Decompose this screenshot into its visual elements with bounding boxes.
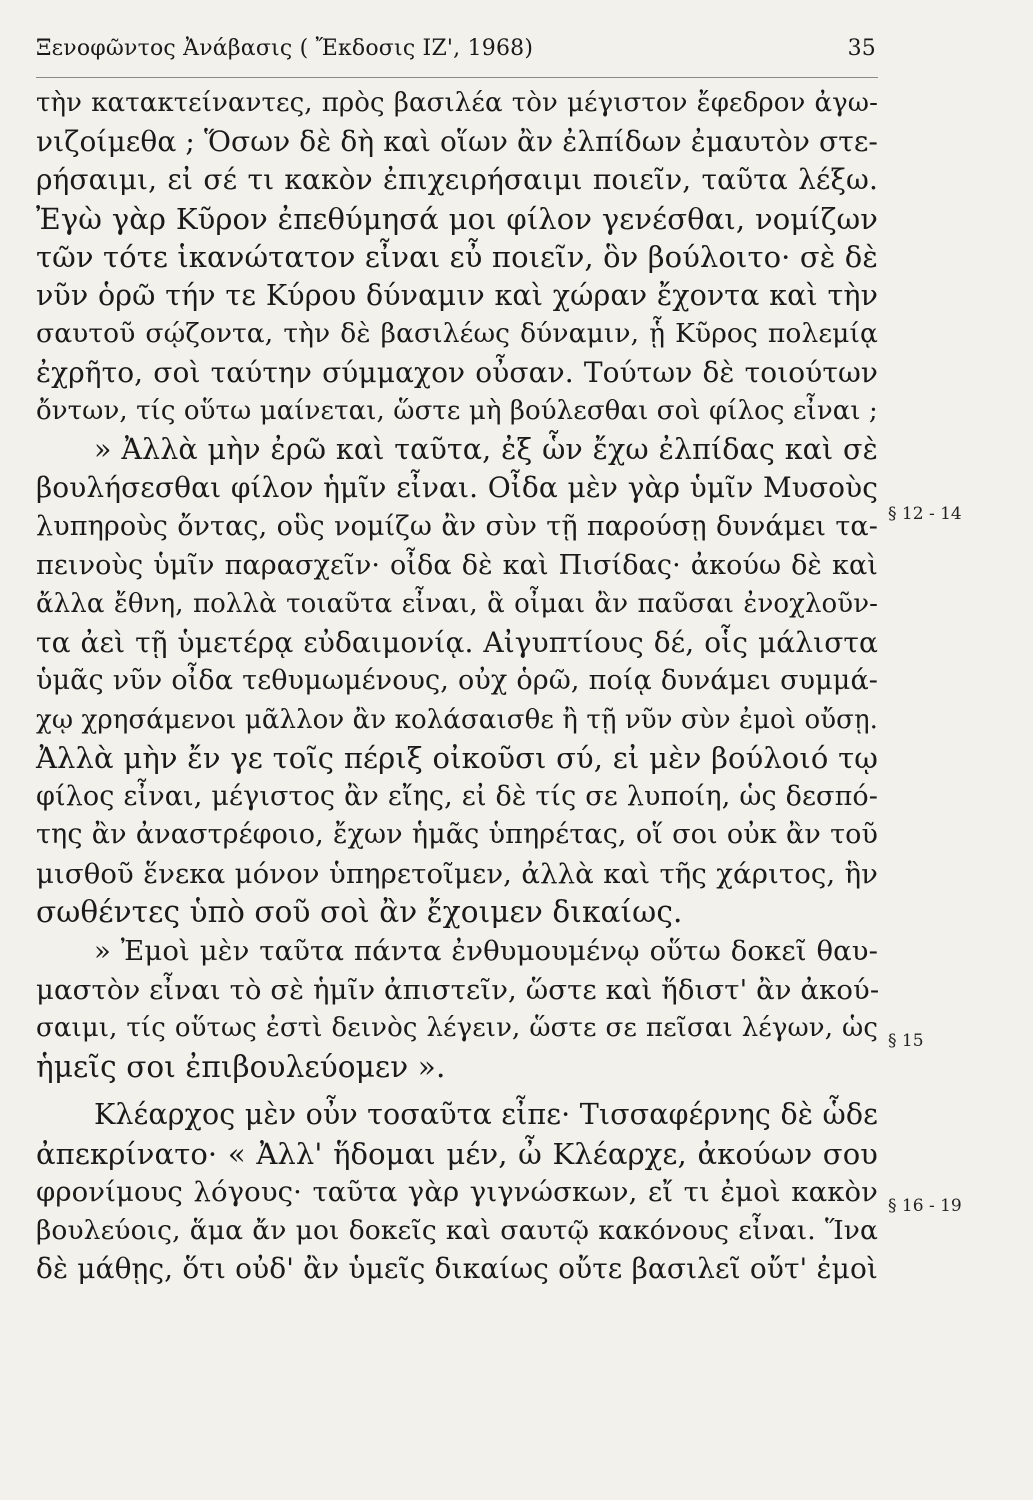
text-line: πεινοὺς ὑμῖν παρασχεῖν· οἶδα δὲ καὶ Πισίδας· ἀκούω δὲ καὶ (36, 549, 878, 581)
text-line: Ἐγὼ γὰρ Κῦρον ἐπεθύμησά μοι φίλον γενέσθαι, νομίζων (36, 201, 878, 236)
text-line: σαιμι, τίς οὕτως ἐστὶ δεινὸς λέγειν, ὥστε σε πεῖσαι λέγων, ὡς (36, 1013, 878, 1044)
text-line: ἀπεκρίνατο· « Ἀλλ' ἥδομαι μέν, ὦ Κλέαρχε, ἀκούων σου (36, 1136, 878, 1171)
text-line: τα ἀεὶ τῇ ὑμετέρᾳ εὐδαιμονίᾳ. Αἰγυπτίους δέ, οἷς μάλιστα (36, 625, 878, 659)
text-line: ὄντων, τίς οὕτω μαίνεται, ὥστε μὴ βούλεσθαι σοὶ φίλος εἶναι ; (36, 396, 878, 427)
margin-note-section: § 16 - 19 (888, 1196, 962, 1216)
text-line: σωθέντες ὑπὸ σοῦ σοὶ ἂν ἔχοιμεν δικαίως. (36, 895, 683, 930)
text-line: χῳ χρησάμενοι μᾶλλον ἂν κολάσαισθε ἢ τῇ νῦν σὺν ἐμοὶ οὔσῃ. (36, 704, 878, 735)
text-line: ὑμᾶς νῦν οἶδα τεθυμωμένους, οὐχ ὁρῶ, ποίᾳ δυνάμει συμμά- (36, 665, 878, 697)
text-line: τῶν τότε ἱκανώτατον εἶναι εὖ ποιεῖν, ὃν βούλοιτο· σὲ δὲ (36, 240, 878, 275)
header-rule (36, 77, 878, 78)
text-line: » Ἀλλὰ μὴν ἐρῶ καὶ ταῦτα, ἐξ ὧν ἔχω ἐλπίδας καὶ σὲ (94, 432, 878, 466)
text-line: φρονίμους λόγους· ταῦτα γὰρ γιγνώσκων, εἴ τι ἐμοὶ κακὸν (36, 1176, 878, 1209)
text-line: νιζοίμεθα ; Ὅσων δὲ δὴ καὶ οἵων ἂν ἐλπίδων ἐμαυτὸν στε- (36, 124, 878, 158)
text-line: βουλεύοις, ἅμα ἄν μοι δοκεῖς καὶ σαυτῷ κακόνους εἶναι. Ἵνα (36, 1214, 878, 1246)
text-line: νῦν ὁρῶ τήν τε Κύρου δύναμιν καὶ χώραν ἔχοντα καὶ τὴν (36, 278, 878, 312)
text-line: της ἂν ἀναστρέφοιο, ἔχων ἡμᾶς ὑπηρέτας, οἵ σοι οὐκ ἂν τοῦ (36, 819, 878, 851)
text-line: σαυτοῦ σῴζοντα, τὴν δὲ βασιλέως δύναμιν, ᾗ Κῦρος πολεμίᾳ (36, 318, 878, 350)
text-line: μαστὸν εἶναι τὸ σὲ ἡμῖν ἀπιστεῖν, ὥστε καὶ ἥδιστ' ἂν ἀκού- (36, 973, 880, 1006)
text-line: ἐχρῆτο, σοὶ ταύτην σύμμαχον οὖσαν. Τούτων δὲ τοιούτων (36, 355, 878, 389)
text-line: βουλήσεσθαι φίλον ἡμῖν εἶναι. Οἶδα μὲν γὰρ ὑμῖν Μυσοὺς (36, 471, 878, 505)
text-line: μισθοῦ ἕνεκα μόνον ὑπηρετοῖμεν, ἀλλὰ καὶ τῆς χάριτος, ἣν (36, 857, 878, 890)
text-line: λυπηροὺς ὄντας, οὓς νομίζω ἂν σὺν τῇ παρούσῃ δυνάμει τα- (36, 511, 878, 543)
text-line: Ἀλλὰ μὴν ἔν γε τοῖς πέριξ οἰκοῦσι σύ, εἰ μὲν βούλοιό τῳ (36, 741, 878, 776)
text-line: » Ἐμοὶ μὲν ταῦτα πάντα ἐνθυμουμένῳ οὕτω δοκεῖ θαυ- (94, 935, 878, 968)
text-line: ρήσαιμι, εἰ σέ τι κακὸν ἐπιχειρήσαιμι ποιεῖν, ταῦτα λέξω. (36, 163, 878, 197)
text-line: ἄλλα ἔθνη, πολλὰ τοιαῦτα εἶναι, ἃ οἶμαι ἂν παῦσαι ἐνοχλοῦν- (36, 589, 878, 620)
text-line: Κλέαρχος μὲν οὖν τοσαῦτα εἶπε· Τισσαφέρνης δὲ ὧδε (94, 1098, 878, 1132)
margin-note-section: § 15 (888, 1031, 924, 1051)
text-line: φίλος εἶναι, μέγιστος ἂν εἴης, εἰ δὲ τίς σε λυποίη, ὡς δεσπό- (36, 780, 878, 812)
text-line: ἡμεῖς σοι ἐπιβουλεύομεν ». (36, 1049, 446, 1084)
page-header (36, 36, 876, 61)
page-number: 35 (847, 36, 876, 61)
text-line: δὲ μάθῃς, ὅτι οὐδ' ἂν ὑμεῖς δικαίως οὔτε βασιλεῖ οὔτ' ἐμοὶ (36, 1252, 878, 1286)
text-body (36, 84, 878, 1289)
margin-note-section: § 12 - 14 (888, 504, 962, 524)
text-line: τὴν κατακτείναντες, πρὸς βασιλέα τὸν μέγιστον ἔφεδρον ἀγω- (36, 88, 878, 118)
running-title: Ξενοφῶντος Ἀνάβασις ( Ἔκδοσις ΙΖ', 1968) (36, 36, 534, 61)
